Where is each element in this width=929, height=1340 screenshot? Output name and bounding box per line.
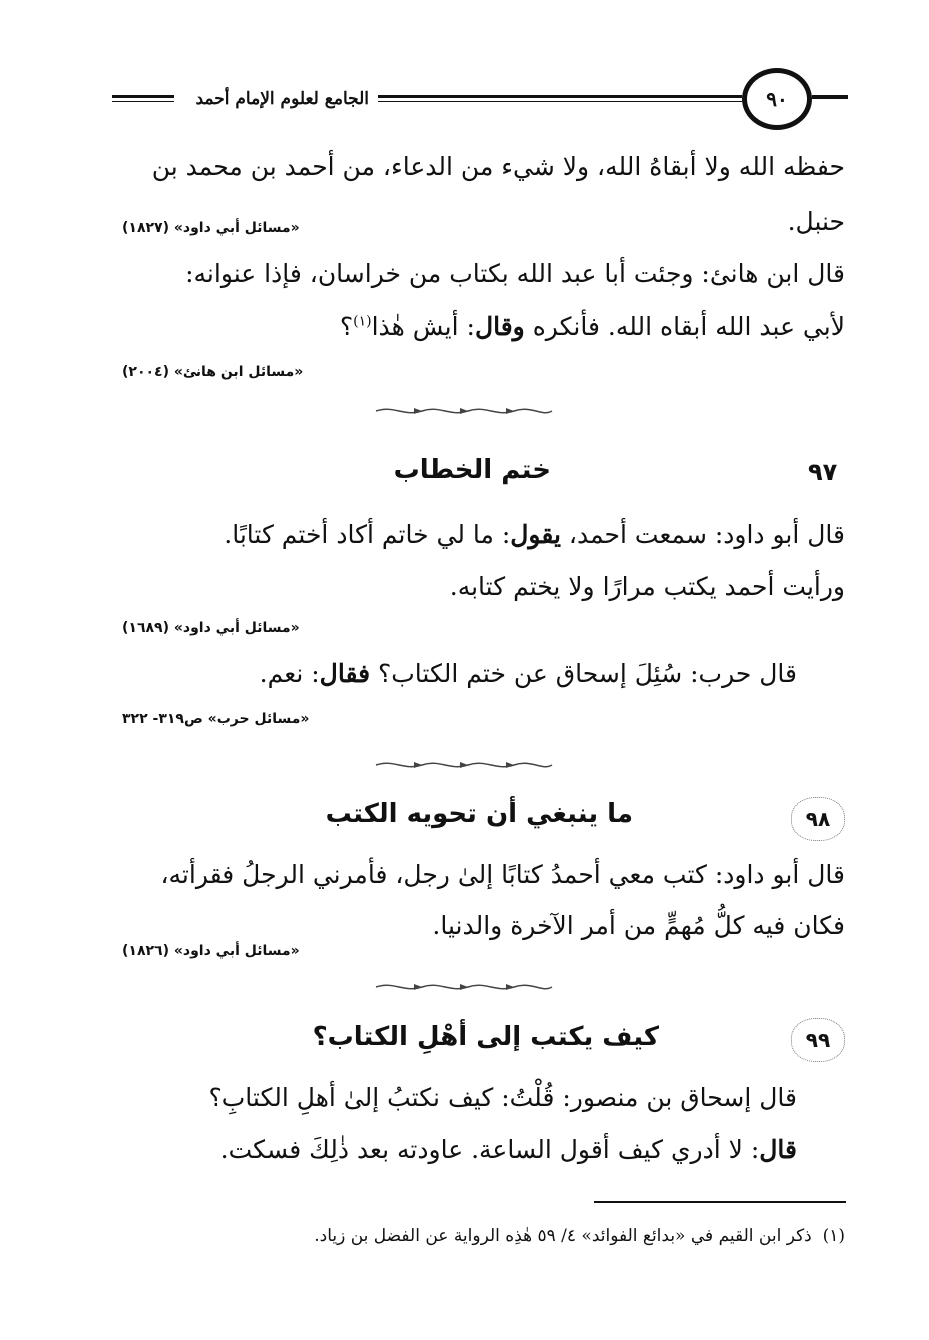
section-number-badge: ٩٩ [791,1018,845,1062]
text-line: ورأيت أحمد يكتب مرارًا ولا يختم كتابه. [449,572,845,601]
footnote-separator [594,1201,846,1203]
text-line: قال أبو داود: كتب معي أحمدُ كتابًا إلىٰ رجل، فأمرني الرجلُ فقرأته، [160,860,845,889]
footnote-text: ذكر ابن القيم في «بدائع الفوائد» ٤/ ٥٩ هٰذِه الرواية عن الفضل بن زياد. [314,1226,812,1246]
source-citation: «مسائل حرب» ص٣١٩- ٣٢٢ [122,711,310,727]
text-line [260,659,797,689]
text-fragment: : ما لي خاتم أكاد أختم كتابًا. [224,520,511,549]
header-rule-middle-top [378,95,742,98]
keyword-yaqul: يقول [510,520,561,549]
source-citation: «مسائل أبي داود» (١٦٨٩) [122,620,300,636]
footnote-number: (١) [822,1226,845,1246]
text-fragment: قال حرب: سُئِلَ إسحاق عن ختم الكتاب؟ [370,659,797,688]
running-header-title: الجامع لعلوم الإمام أحمد [195,89,369,109]
keyword-qala: قال [759,1135,797,1164]
text-fragment: : نعم. [259,659,320,688]
text-fragment: قال أبو داود: سمعت أحمد، [560,520,845,549]
text-line [221,1135,797,1165]
header-rule-right [812,95,848,99]
page-number: ٩٠ [742,68,812,130]
text-line: حفظه الله ولا أبقاهُ الله، ولا شيء من الدعاء، من أحمد بن محمد بن [151,152,845,181]
keyword-qala: وقال [474,312,525,341]
section-divider-ornament [374,981,554,993]
text-line: حنبل. [787,207,845,236]
source-citation: «مسائل أبي داود» (١٨٢٧) [122,220,300,236]
header-rule-left-top [112,95,174,98]
header-rule-left-bottom [112,101,174,102]
section-number: ٩٧ [808,458,838,486]
text-fragment: : أيش هٰذا [371,312,475,341]
footnote-marker[interactable]: (١) [353,313,372,330]
text-fragment: : لا أدري كيف أقول الساعة. عاودته بعد ذٰلِكَ فسكت. [220,1135,760,1164]
section-divider-ornament [374,405,554,417]
header-rule-middle-bottom [378,101,742,102]
text-fragment: ؟ [339,312,354,341]
section-title: كيف يكتب إلى أهْلِ الكتاب؟ [312,1022,659,1052]
section-divider-ornament [374,759,554,771]
text-line [224,520,845,550]
keyword-faqala: فقال [319,659,371,688]
section-title: ما ينبغي أن تحويه الكتب [325,799,633,829]
text-line: قال إسحاق بن منصور: قُلْتُ: كيف نكتبُ إلىٰ أهلِ الكتابِ؟ [208,1083,797,1112]
footnote [314,1226,845,1246]
text-line: قال ابن هانئ: وجئت أبا عبد الله بكتاب من خراسان، فإذا عنوانه: [185,259,845,288]
source-citation: «مسائل أبي داود» (١٨٢٦) [122,943,300,959]
section-title: ختم الخطاب [393,455,551,485]
text-line: فكان فيه كلُّ مُهمٍّ من أمر الآخرة والدنيا. [432,911,845,940]
text-fragment: لأبي عبد الله أبقاه الله. فأنكره [524,312,845,341]
section-number-badge: ٩٨ [791,797,845,841]
text-line [340,312,845,342]
source-citation: «مسائل ابن هانئ» (٢٠٠٤) [122,364,304,380]
